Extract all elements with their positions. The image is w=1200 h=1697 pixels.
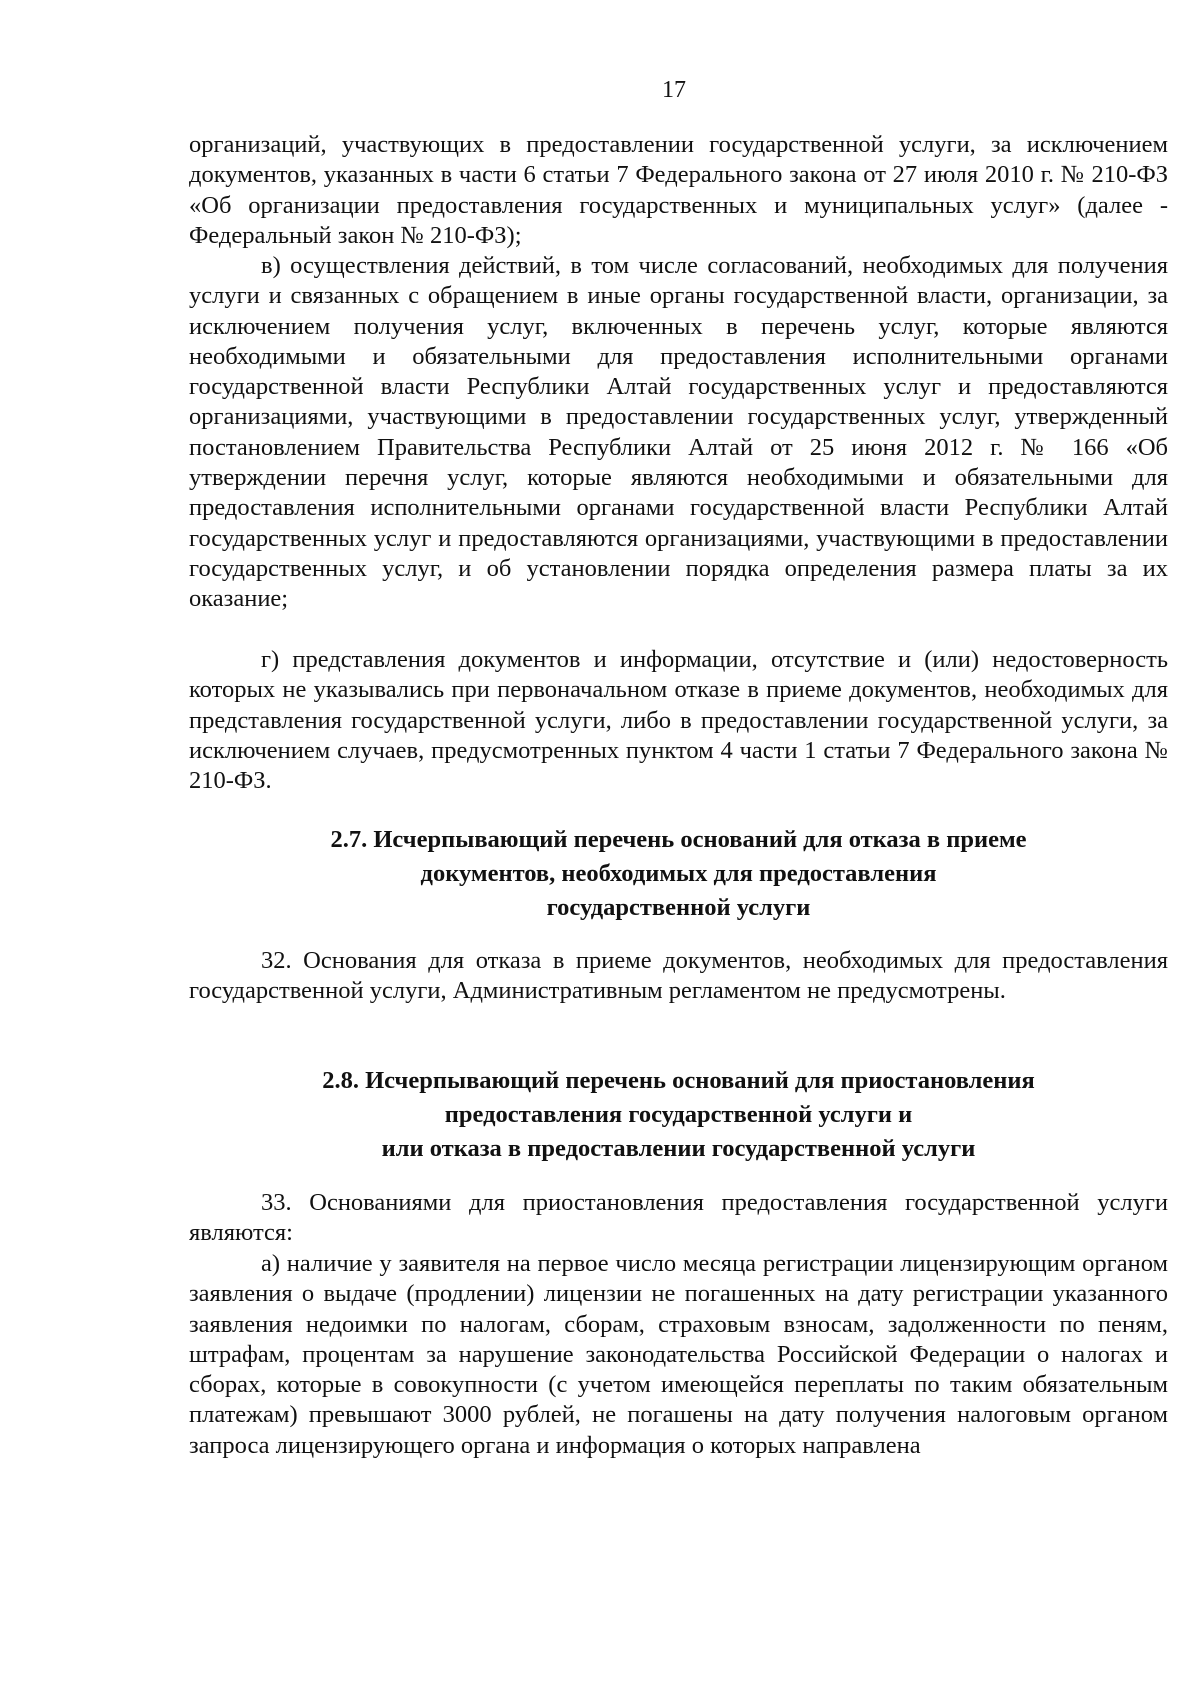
paragraph-32: 32. Основания для отказа в приеме документов, необходимых для предоставления государственной услуги, Административным регламентом не предусмотрены.	[189, 947, 1168, 1005]
section-heading-2-8	[189, 1064, 1168, 1166]
section-heading-2-7	[189, 823, 1168, 925]
section-heading-2-8-line-3: или отказа в предоставлении государственной услуги	[381, 1135, 976, 1162]
paragraph-33: 33. Основаниями для приостановления предоставления государственной услуги являются:	[189, 1189, 1168, 1247]
paragraph-item-v: в) осуществления действий, в том числе согласований, необходимых для получения услуги и связанных с обращением в иные органы государственной власти, организации, за исключением получения услуг, включенных в перечень услуг, которые являются необходимыми и обязательными для предоставления исполнительными органами государственной власти Республики Алтай государственных услуг и предоставляются организациями, участвующими в предоставлении государственных услуг, утвержденный постановлением Правительства Республики Алтай от 25 июня 2012 г. № 166 «Об утверждении перечня услуг, которые являются необходимыми и обязательными для предоставления исполнительными органами государственной власти Республики Алтай государственных услуг и предоставляются организациями, участвующими в предоставлении государственных услуг, и об установлении порядка определения размера платы за их оказание;	[189, 252, 1168, 613]
paragraph-item-g: г) представления документов и информации, отсутствие и (или) недостоверность которых не указывались при первоначальном отказе в приеме документов, необходимых для представления государственной услуги, либо в предоставлении государственной услуги, за исключением случаев, предусмотренных пунктом 4 части 1 статьи 7 Федерального закона № 210-ФЗ.	[189, 646, 1168, 795]
section-heading-2-7-line-1: 2.7. Исчерпывающий перечень оснований для отказа в приеме	[330, 826, 1027, 853]
section-heading-2-7-line-2: документов, необходимых для предоставления	[420, 860, 937, 887]
section-heading-2-8-line-2: предоставления государственной услуги и	[444, 1101, 913, 1128]
section-heading-2-8-line-1: 2.8. Исчерпывающий перечень оснований для приостановления	[322, 1067, 1035, 1094]
section-heading-2-7-line-3: государственной услуги	[546, 894, 811, 921]
page-number: 17	[662, 77, 686, 103]
paragraph-item-a: а) наличие у заявителя на первое число месяца регистрации лицензирующим органом заявления о выдаче (продлении) лицензии не погашенных на дату регистрации указанного заявления недоимки по налогам, сборам, страховым взносам, задолженности по пеням, штрафам, процентам за нарушение законодательства Российской Федерации о налогах и сборах, которые в совокупности (с учетом имеющейся переплаты по таким обязательным платежам) превышают 3000 рублей, не погашены на дату получения налоговым органом запроса лицензирующего органа и информация о которых направлена	[189, 1250, 1168, 1459]
paragraph-continuation: организаций, участвующих в предоставлении государственной услуги, за исключением документов, указанных в части 6 статьи 7 Федерального закона от 27 июля 2010 г. № 210-ФЗ «Об организации предоставления государственных и муниципальных услуг» (далее - Федеральный закон № 210-ФЗ);	[189, 131, 1168, 249]
